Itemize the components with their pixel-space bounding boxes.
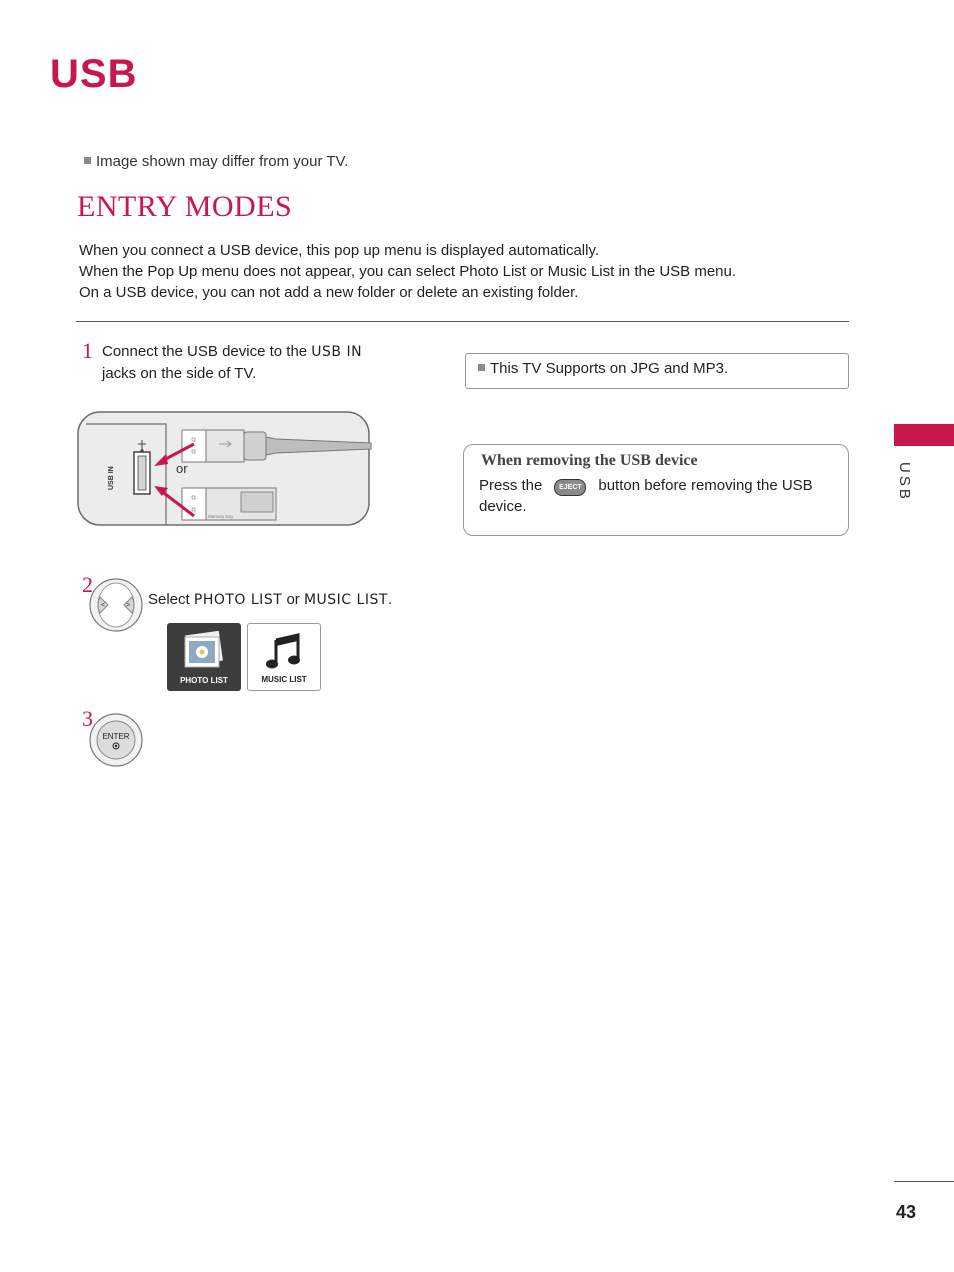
step1-text-after: jacks on the side of TV. [102, 365, 257, 382]
step1-instruction [102, 341, 362, 384]
page-title: USB [50, 52, 138, 96]
memory-key [182, 488, 276, 520]
step1-keyword: USB IN [311, 344, 363, 360]
bullet-square-icon [478, 364, 485, 371]
usb-connection-diagram [76, 410, 372, 528]
step2-text-before: Select [148, 591, 190, 608]
intro-paragraph [79, 240, 736, 303]
step1-text-before: Connect the USB device to the [102, 343, 308, 360]
intro-line: On a USB device, you can not add a new folder or delete an existing folder. [79, 284, 579, 301]
section-title: ENTRY MODES [77, 190, 293, 223]
svg-text:<: < [101, 602, 106, 609]
step2-text-mid: or [286, 591, 300, 608]
info-text: This TV Supports on JPG and MP3. [490, 360, 729, 377]
enter-button-icon [88, 712, 144, 768]
chapter-tab [894, 424, 954, 446]
intro-line: When you connect a USB device, this pop up menu is displayed automatically. [79, 242, 600, 259]
bullet-square-icon [84, 157, 91, 164]
divider [76, 321, 849, 322]
info-box-text [478, 360, 728, 377]
music-list-tile[interactable] [247, 623, 321, 691]
step2-text-end: . [387, 591, 393, 608]
step-number-1: 1 [82, 338, 93, 363]
page-number: 43 [896, 1202, 917, 1222]
music-note-icon [264, 632, 304, 672]
enter-label: ENTER [102, 732, 130, 741]
or-label: or [176, 461, 188, 476]
step2-instruction [148, 591, 392, 608]
photo-list-label: PHOTO LIST [180, 676, 228, 685]
memory-key-label: Memory Key [208, 514, 234, 519]
eject-button-icon: EJECT [554, 479, 586, 496]
photo-list-keyword: PHOTO LIST [193, 592, 283, 608]
music-list-label: MUSIC LIST [261, 675, 307, 684]
step-number-2: 2 [82, 572, 93, 597]
remove-text-after: button before removing the USB device. [479, 477, 813, 515]
step-number-3: 3 [82, 706, 93, 731]
photo-list-tile[interactable] [167, 623, 241, 691]
photo-icon [183, 631, 225, 671]
remove-text-before: Press the [479, 477, 543, 494]
remove-box-title: When removing the USB device [481, 452, 698, 469]
svg-text:>: > [126, 602, 131, 609]
footer-rule [894, 1181, 954, 1182]
intro-line: When the Pop Up menu does not appear, you can select Photo List or Music List in the USB menu. [79, 263, 737, 280]
navigation-button-icon [88, 577, 144, 633]
remove-box-text [479, 475, 839, 517]
music-list-keyword: MUSIC LIST [303, 592, 388, 608]
chapter-label: USB [896, 462, 913, 502]
image-note-text: Image shown may differ from your TV. [96, 153, 349, 170]
image-note [84, 153, 348, 170]
port-label: USB IN [108, 466, 115, 490]
